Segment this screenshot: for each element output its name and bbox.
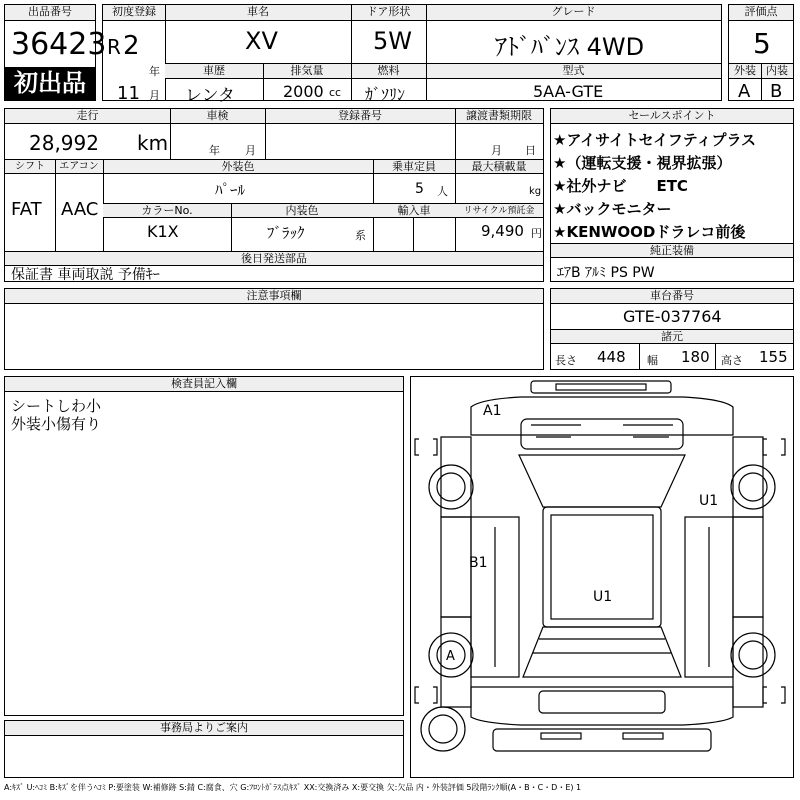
interior-score: B <box>770 81 783 102</box>
capacity-unit: 人 <box>437 185 448 198</box>
inspector-box <box>4 376 404 716</box>
doors-label: ドア形状 <box>351 5 426 21</box>
height-label: 高さ <box>721 354 743 367</box>
exterior-color-label: 外装色 <box>103 160 373 174</box>
displacement-value: 2000 <box>283 82 324 101</box>
aircon-value: AAC <box>61 199 99 220</box>
office-box <box>4 720 404 778</box>
transfer-day-unit: 日 <box>525 144 536 157</box>
displacement-label: 排気量 <box>263 64 351 79</box>
inspection-month-unit: 月 <box>245 144 256 157</box>
interior-color-label: 内装色 <box>231 204 373 218</box>
capacity-label: 乗車定員 <box>373 160 455 174</box>
grade-value: ｱﾄﾞﾊﾞﾝｽ 4WD <box>495 33 645 61</box>
reg-month-unit: 月 <box>149 89 160 102</box>
notes-label: 注意事項欄 <box>5 289 543 304</box>
aircon-label: エアコン <box>55 160 103 174</box>
mark-u1-side: U1 <box>699 493 719 509</box>
model-label: 型式 <box>426 64 721 79</box>
height-value: 155 <box>759 348 788 366</box>
car-diagram <box>411 377 793 777</box>
sales-point-5: ★KENWOODドラレコ前後 <box>553 223 746 241</box>
equipment-label: 純正装備 <box>551 244 793 258</box>
chassis-box <box>550 288 794 370</box>
later-parts-label: 後日発送部品 <box>5 252 543 266</box>
sales-point-1: ★アイサイトセイフティプラス <box>553 131 757 149</box>
reg-year-unit: 年 <box>149 65 160 78</box>
recycle-value: 9,490 <box>481 222 524 240</box>
width-label: 幅 <box>647 354 658 367</box>
capacity-value: 5 <box>415 181 424 197</box>
exterior-score: A <box>738 81 751 102</box>
inspection-label: 車検 <box>170 109 265 124</box>
details-block <box>4 108 544 282</box>
score-label: 評価点 <box>729 5 793 21</box>
mark-u1-roof: U1 <box>593 589 613 605</box>
max-load-unit: kg <box>529 186 542 197</box>
fuel-label: 燃料 <box>351 64 426 79</box>
reg-month: 11 <box>117 83 140 104</box>
vehicle-info-block <box>102 4 722 106</box>
inspector-note-1: シートしわ小 <box>11 397 102 415</box>
reg-label: 初度登録 <box>103 5 165 21</box>
history-label: 車歴 <box>165 64 263 79</box>
transfer-month-unit: 月 <box>491 144 502 157</box>
later-parts-value: 保証書 車両取説 予備ｷｰ <box>11 267 160 283</box>
legend-text: A:ｷｽﾞ U:ﾍｺﾐ B:ｷｽﾞを伴うﾍｺﾐ P:要塗装 W:補修跡 S:錆 C:腐食、穴 G:ﾌﾛﾝﾄｶﾞﾗｽ点ｷｽﾞ XX:交換済み X:要交換 欠:欠品 内・外装評価 5段階ﾗﾝｸ順(A・B・C・D・E) 1 <box>4 783 582 792</box>
shift-label: シフト <box>5 160 55 174</box>
width-value: 180 <box>681 348 710 366</box>
interior-score-label: 内装 <box>761 64 793 79</box>
lot-label: 出品番号 <box>5 5 95 21</box>
history-value: レンタ <box>185 86 235 106</box>
plate-label: 登録番号 <box>265 109 455 124</box>
office-label: 事務局よりご案内 <box>5 721 403 736</box>
car-name-label: 車名 <box>165 5 351 21</box>
mark-b1: B1 <box>469 555 488 571</box>
color-no-label: カラーNo. <box>103 204 231 218</box>
lot-box <box>4 4 107 101</box>
import-label: 輸入車 <box>373 204 455 218</box>
displacement-unit: cc <box>329 86 342 99</box>
inspector-label: 検査員記入欄 <box>5 377 403 392</box>
interior-color-unit: 系 <box>355 229 366 242</box>
exterior-score-label: 外装 <box>729 64 761 79</box>
inspection-year-unit: 年 <box>209 144 220 157</box>
lot-number: 36423 <box>11 27 107 62</box>
sales-points-label: セールスポイント <box>551 109 793 124</box>
transfer-label: 譲渡書類期限 <box>455 109 543 124</box>
chassis-label: 車台番号 <box>551 289 793 304</box>
fuel-value: ｶﾞｿﾘﾝ <box>365 85 406 104</box>
length-value: 448 <box>597 348 626 366</box>
sales-point-2: ★（運転支援・視界拡張） <box>553 154 732 172</box>
car-name-value: XV <box>245 27 278 55</box>
score-box <box>728 4 794 101</box>
inspector-note-2: 外装小傷有り <box>11 415 102 433</box>
model-value: 5AA-GTE <box>533 82 604 101</box>
recycle-unit: 円 <box>531 227 542 240</box>
mileage-unit: km <box>137 131 169 155</box>
sales-point-4: ★バックモニター <box>553 200 672 218</box>
reg-year: 2 <box>123 31 140 61</box>
equipment-value: ｴｱB ｱﾙﾐ PS PW <box>557 265 655 281</box>
exterior-color-value: ﾊﾟｰﾙ <box>215 181 246 199</box>
color-no-value: K1X <box>147 222 179 241</box>
grade-label: グレード <box>426 5 721 21</box>
score-value: 5 <box>753 27 771 60</box>
interior-color-value: ﾌﾞﾗｯｸ <box>267 224 305 242</box>
mark-a1: A1 <box>483 403 502 419</box>
dimensions-label: 諸元 <box>551 330 793 344</box>
mark-a-wheel: A <box>446 649 455 664</box>
mileage-label: 走行 <box>5 109 170 124</box>
first-listing-badge: 初出品 <box>5 67 95 100</box>
length-label: 長さ <box>555 354 577 367</box>
sales-points-box <box>550 108 794 282</box>
mileage-value: 28,992 <box>29 131 99 155</box>
sales-point-3: ★社外ナビ ETC <box>553 177 688 195</box>
reg-era: R <box>107 35 121 59</box>
doors-value: 5W <box>373 27 412 55</box>
max-load-label: 最大積載量 <box>455 160 543 174</box>
chassis-value: GTE-037764 <box>623 307 722 326</box>
notes-box <box>4 288 544 370</box>
recycle-label: リサイクル預託金 <box>455 204 543 218</box>
shift-value: FAT <box>11 199 42 220</box>
car-diagram-box <box>410 376 794 778</box>
